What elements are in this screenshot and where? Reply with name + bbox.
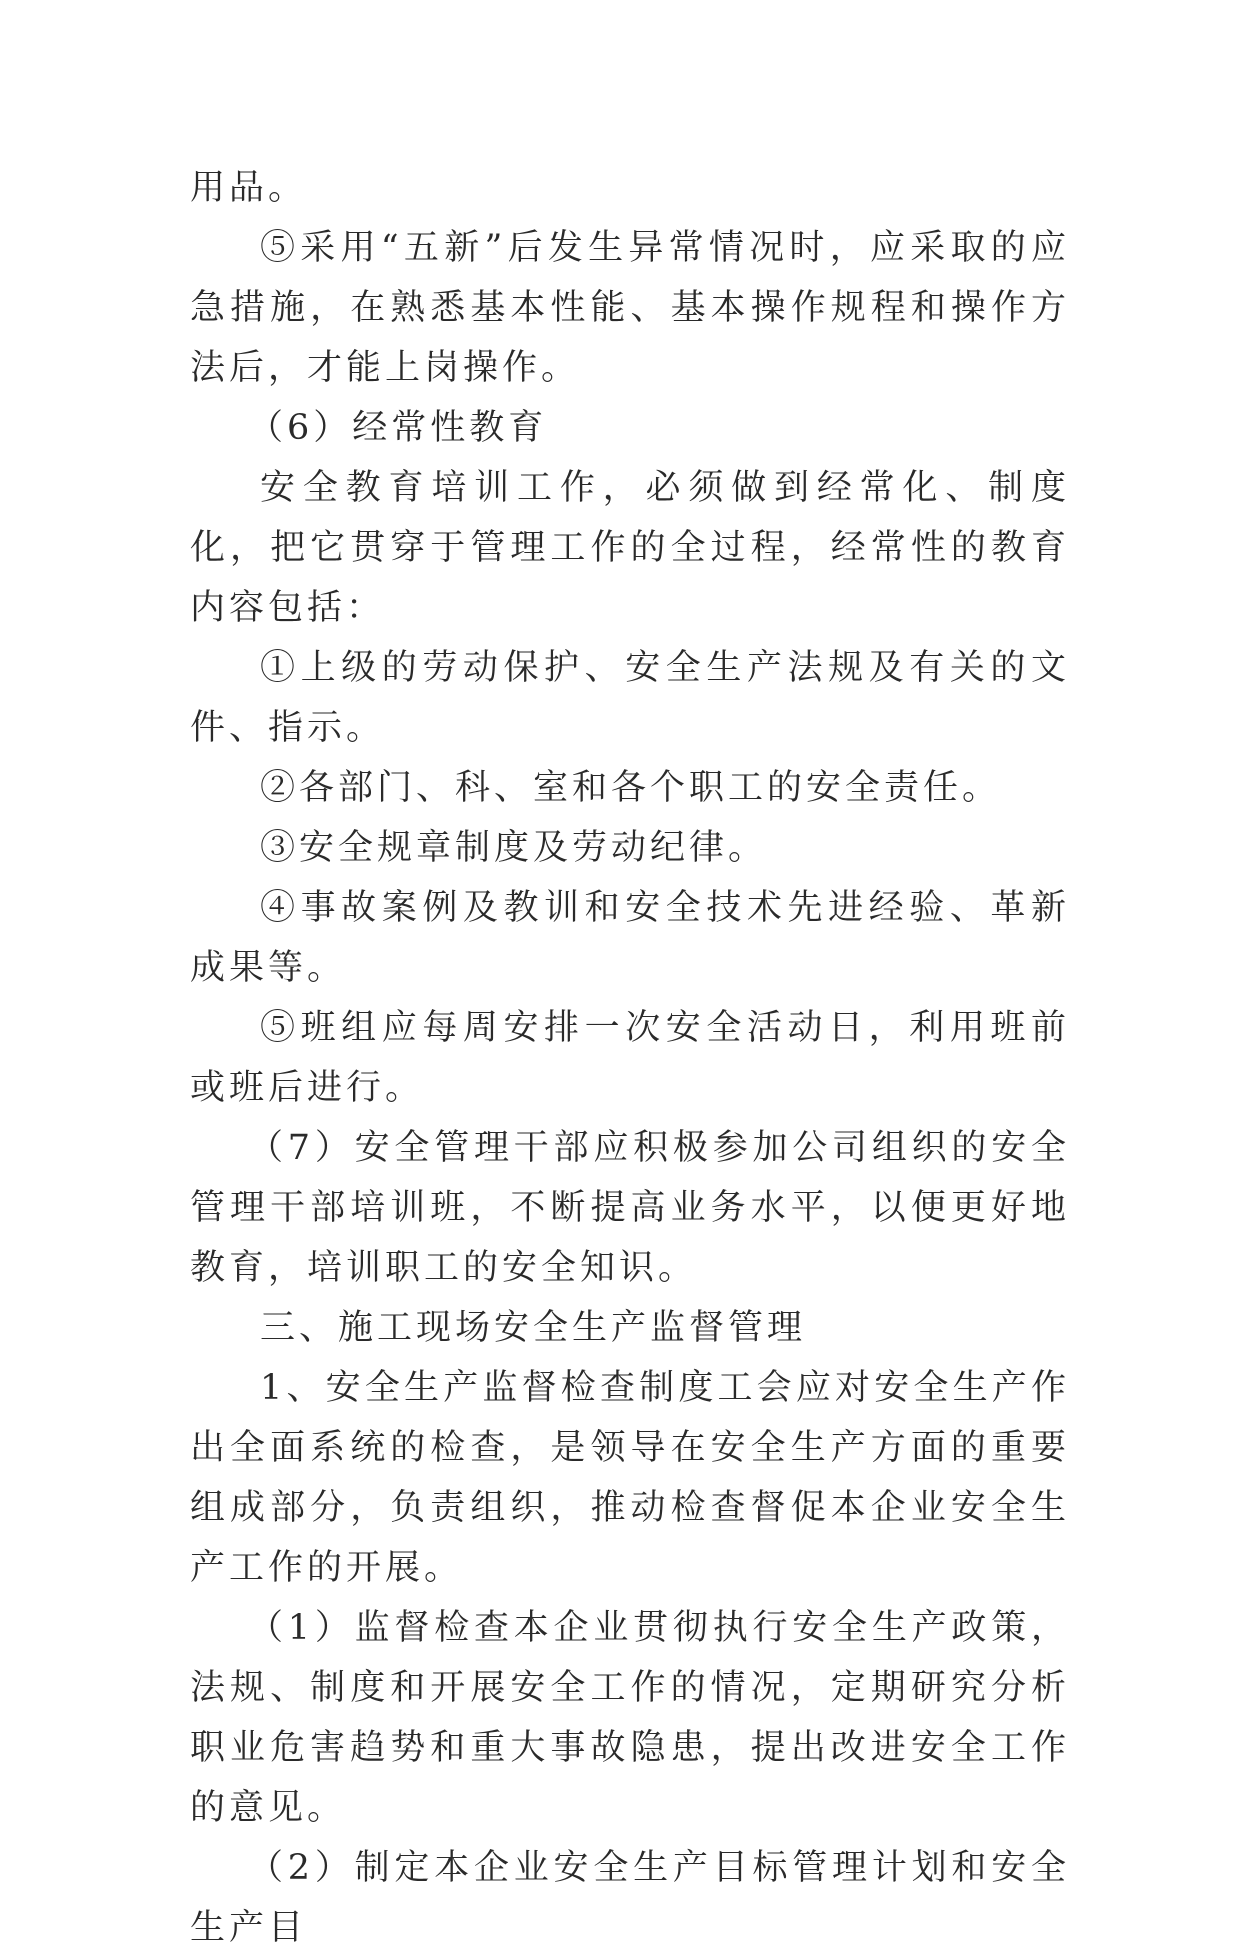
list-item-5: ⑤班组应每周安排一次安全活动日，利用班前或班后进行。 — [190, 1008, 1070, 1108]
list-item-2: ②各部门、科、室和各个职工的安全责任。 — [260, 768, 1002, 808]
list-item-4: ④事故案例及教训和安全技术先进经验、革新成果等。 — [190, 888, 1070, 988]
paragraph-supervision-system: 1、安全生产监督检查制度工会应对安全生产作出全面系统的检查，是领导在安全生产方面的重要组成部分，负责组织，推动检查督促本企业安全生产工作的开展。 — [190, 1368, 1070, 1588]
paragraph-item-5-emergency: ⑤采用“五新”后发生异常情况时，应采取的应急措施，在熟悉基本性能、基本操作规程和操作方法后，才能上岗操作。 — [190, 228, 1070, 388]
section-heading-regular-education: （6）经常性教育 — [248, 408, 548, 448]
list-item-3: ③安全规章制度及劳动纪律。 — [260, 828, 768, 868]
paragraph-continuation: 用品。 — [190, 168, 308, 208]
paragraph-training-intro: 安全教育培训工作，必须做到经常化、制度化，把它贯穿于管理工作的全过程，经常性的教育内容包括： — [190, 468, 1070, 628]
document-body — [190, 158, 1070, 1958]
paragraph-item-1-supervise: （1）监督检查本企业贯彻执行安全生产政策，法规、制度和开展安全工作的情况，定期研究分析职业危害趋势和重大事故隐患，提出改进安全工作的意见。 — [190, 1608, 1070, 1828]
paragraph-item-7-training: （7）安全管理干部应积极参加公司组织的安全管理干部培训班，不断提高业务水平，以便更好地教育，培训职工的安全知识。 — [190, 1128, 1070, 1288]
section-heading-3: 三、施工现场安全生产监督管理 — [260, 1308, 807, 1348]
list-item-1: ①上级的劳动保护、安全生产法规及有关的文件、指示。 — [190, 648, 1070, 748]
paragraph-item-2-plan: （2）制定本企业安全生产目标管理计划和安全生产目 — [190, 1848, 1070, 1948]
